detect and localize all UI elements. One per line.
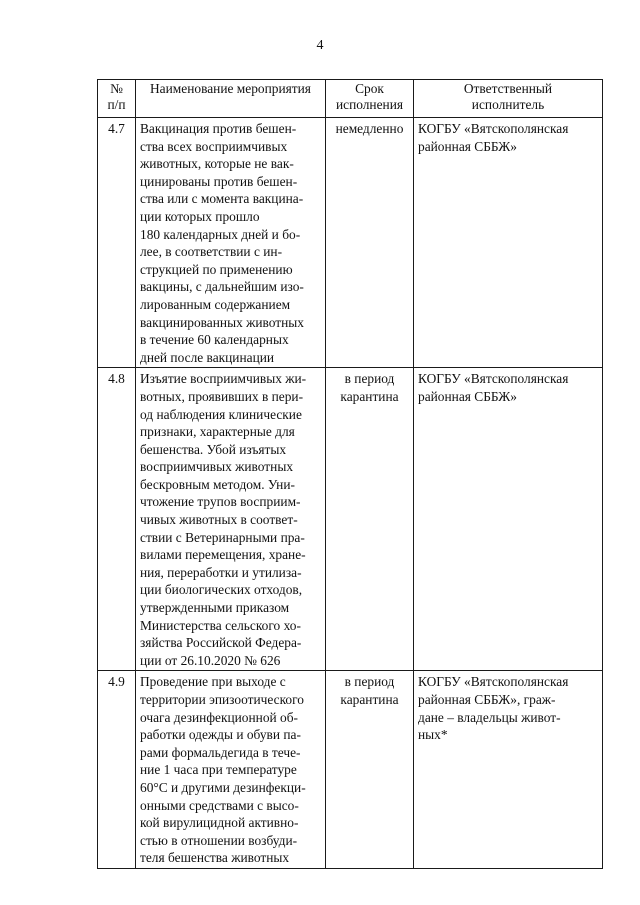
header-term-line: Срок (355, 81, 384, 96)
activity-line: вотных, проявивших в пери- (140, 388, 304, 404)
activity-line: Министерства сельского хо- (140, 617, 301, 633)
activity-line: вилами перемещения, хране- (140, 547, 306, 563)
table-row (98, 671, 603, 869)
responsible-cell (414, 368, 603, 671)
row-number: 4.8 (98, 368, 136, 671)
activity-line: животных, которые не вак- (140, 156, 294, 172)
measures-table (97, 79, 603, 869)
header-responsible (414, 80, 603, 118)
activity-line: бескровным методом. Уни- (140, 476, 295, 492)
term-cell (326, 671, 414, 869)
term-line: карантина (340, 388, 399, 404)
activity-cell (136, 118, 326, 368)
activity-line: рами формальдегида в тече- (140, 744, 301, 760)
term-line: карантина (340, 692, 399, 707)
activity-line: бешенства. Убой изъятых (140, 441, 287, 457)
activity-line: цинированы против бешен- (140, 173, 298, 189)
activity-line: территории эпизоотического (140, 692, 304, 707)
header-num-line: № (110, 81, 123, 96)
activity-line: од наблюдения клинические (140, 406, 302, 422)
header-activity-line: Наименование мероприятия (150, 81, 311, 96)
responsible-line: районная СББЖ», граж- (418, 692, 556, 707)
responsible-line: КОГБУ «Вятскополянская (418, 371, 569, 387)
activity-line: лированным содержанием (140, 296, 291, 312)
row-number: 4.7 (98, 118, 136, 368)
activity-cell (136, 368, 326, 671)
activity-line: лее, в соответствии с ин- (140, 244, 283, 260)
responsible-cell (414, 671, 603, 869)
activity-cell (136, 671, 326, 869)
row-number: 4.9 (98, 671, 136, 869)
header-num-line: п/п (107, 97, 126, 112)
activity-line: ства всех восприимчивых (140, 138, 288, 154)
activity-line: Вакцинация против бешен- (140, 121, 297, 136)
activity-line: Изъятие восприимчивых жи- (140, 371, 307, 387)
activity-line: вакцинированных животных (140, 314, 304, 330)
activity-line: Проведение при выходе с (140, 674, 286, 690)
header-term (326, 80, 414, 118)
activity-line: зяйства Российской Федера- (140, 635, 302, 651)
responsible-line: КОГБУ «Вятскополянская (418, 674, 569, 690)
term-line: в период (344, 674, 395, 690)
term-line: немедленно (335, 121, 404, 136)
activity-line: признаки, характерные для (140, 424, 295, 440)
activity-line: ния, переработки и утилиза- (140, 564, 302, 580)
responsible-line: ных* (418, 727, 448, 743)
table-row (98, 118, 603, 368)
activity-line: восприимчивых животных (140, 459, 294, 475)
responsible-cell (414, 118, 603, 368)
activity-line: онными средствами с высо- (140, 797, 299, 813)
activity-line: ствии с Ветеринарными пра- (140, 529, 305, 545)
activity-line: струкцией по применению (140, 261, 293, 277)
activity-line: ства или с момента вакцина- (140, 191, 304, 207)
header-term-line: исполнения (335, 97, 404, 112)
responsible-line: районная СББЖ» (418, 138, 517, 154)
header-num (98, 80, 136, 118)
activity-line: ции от 26.10.2020 № 626 (140, 652, 281, 668)
activity-line: утвержденными приказом (140, 600, 290, 616)
header-responsible-line: Ответственный (463, 81, 553, 96)
activity-line: кой вирулицидной активно- (140, 815, 299, 831)
responsible-line: районная СББЖ» (418, 388, 517, 404)
activity-line: работки одежды и обуви па- (140, 727, 301, 743)
table-row (98, 368, 603, 671)
activity-line: ции биологических отходов, (140, 582, 303, 598)
term-cell (326, 368, 414, 671)
activity-line: чтожение трупов восприим- (140, 494, 301, 510)
activity-line: чивых животных в соответ- (140, 512, 298, 528)
activity-line: в течение 60 календарных (140, 332, 289, 348)
activity-line: ние 1 часа при температуре (140, 762, 297, 778)
term-line: в период (344, 371, 395, 387)
activity-line: теля бешенства животных (140, 850, 290, 866)
header-responsible-line: исполнитель (471, 97, 545, 112)
activity-line: дней после вакцинации (140, 349, 275, 365)
activity-line: очага дезинфекционной об- (140, 709, 299, 725)
term-cell (326, 118, 414, 368)
responsible-line: КОГБУ «Вятскополянская (418, 121, 569, 136)
table-header-row (98, 80, 603, 118)
activity-line: ции которых прошло (140, 208, 260, 224)
activity-line: стью в отношении возбуди- (140, 832, 298, 848)
responsible-line: дане – владельцы живот- (418, 709, 561, 725)
page-number: 4 (316, 38, 324, 53)
activity-line: 60°С и другими дезинфекци- (140, 779, 306, 795)
activity-line: 180 календарных дней и бо- (140, 226, 301, 242)
header-activity (136, 80, 326, 118)
activity-line: вакцины, с дальнейшим изо- (140, 279, 304, 295)
